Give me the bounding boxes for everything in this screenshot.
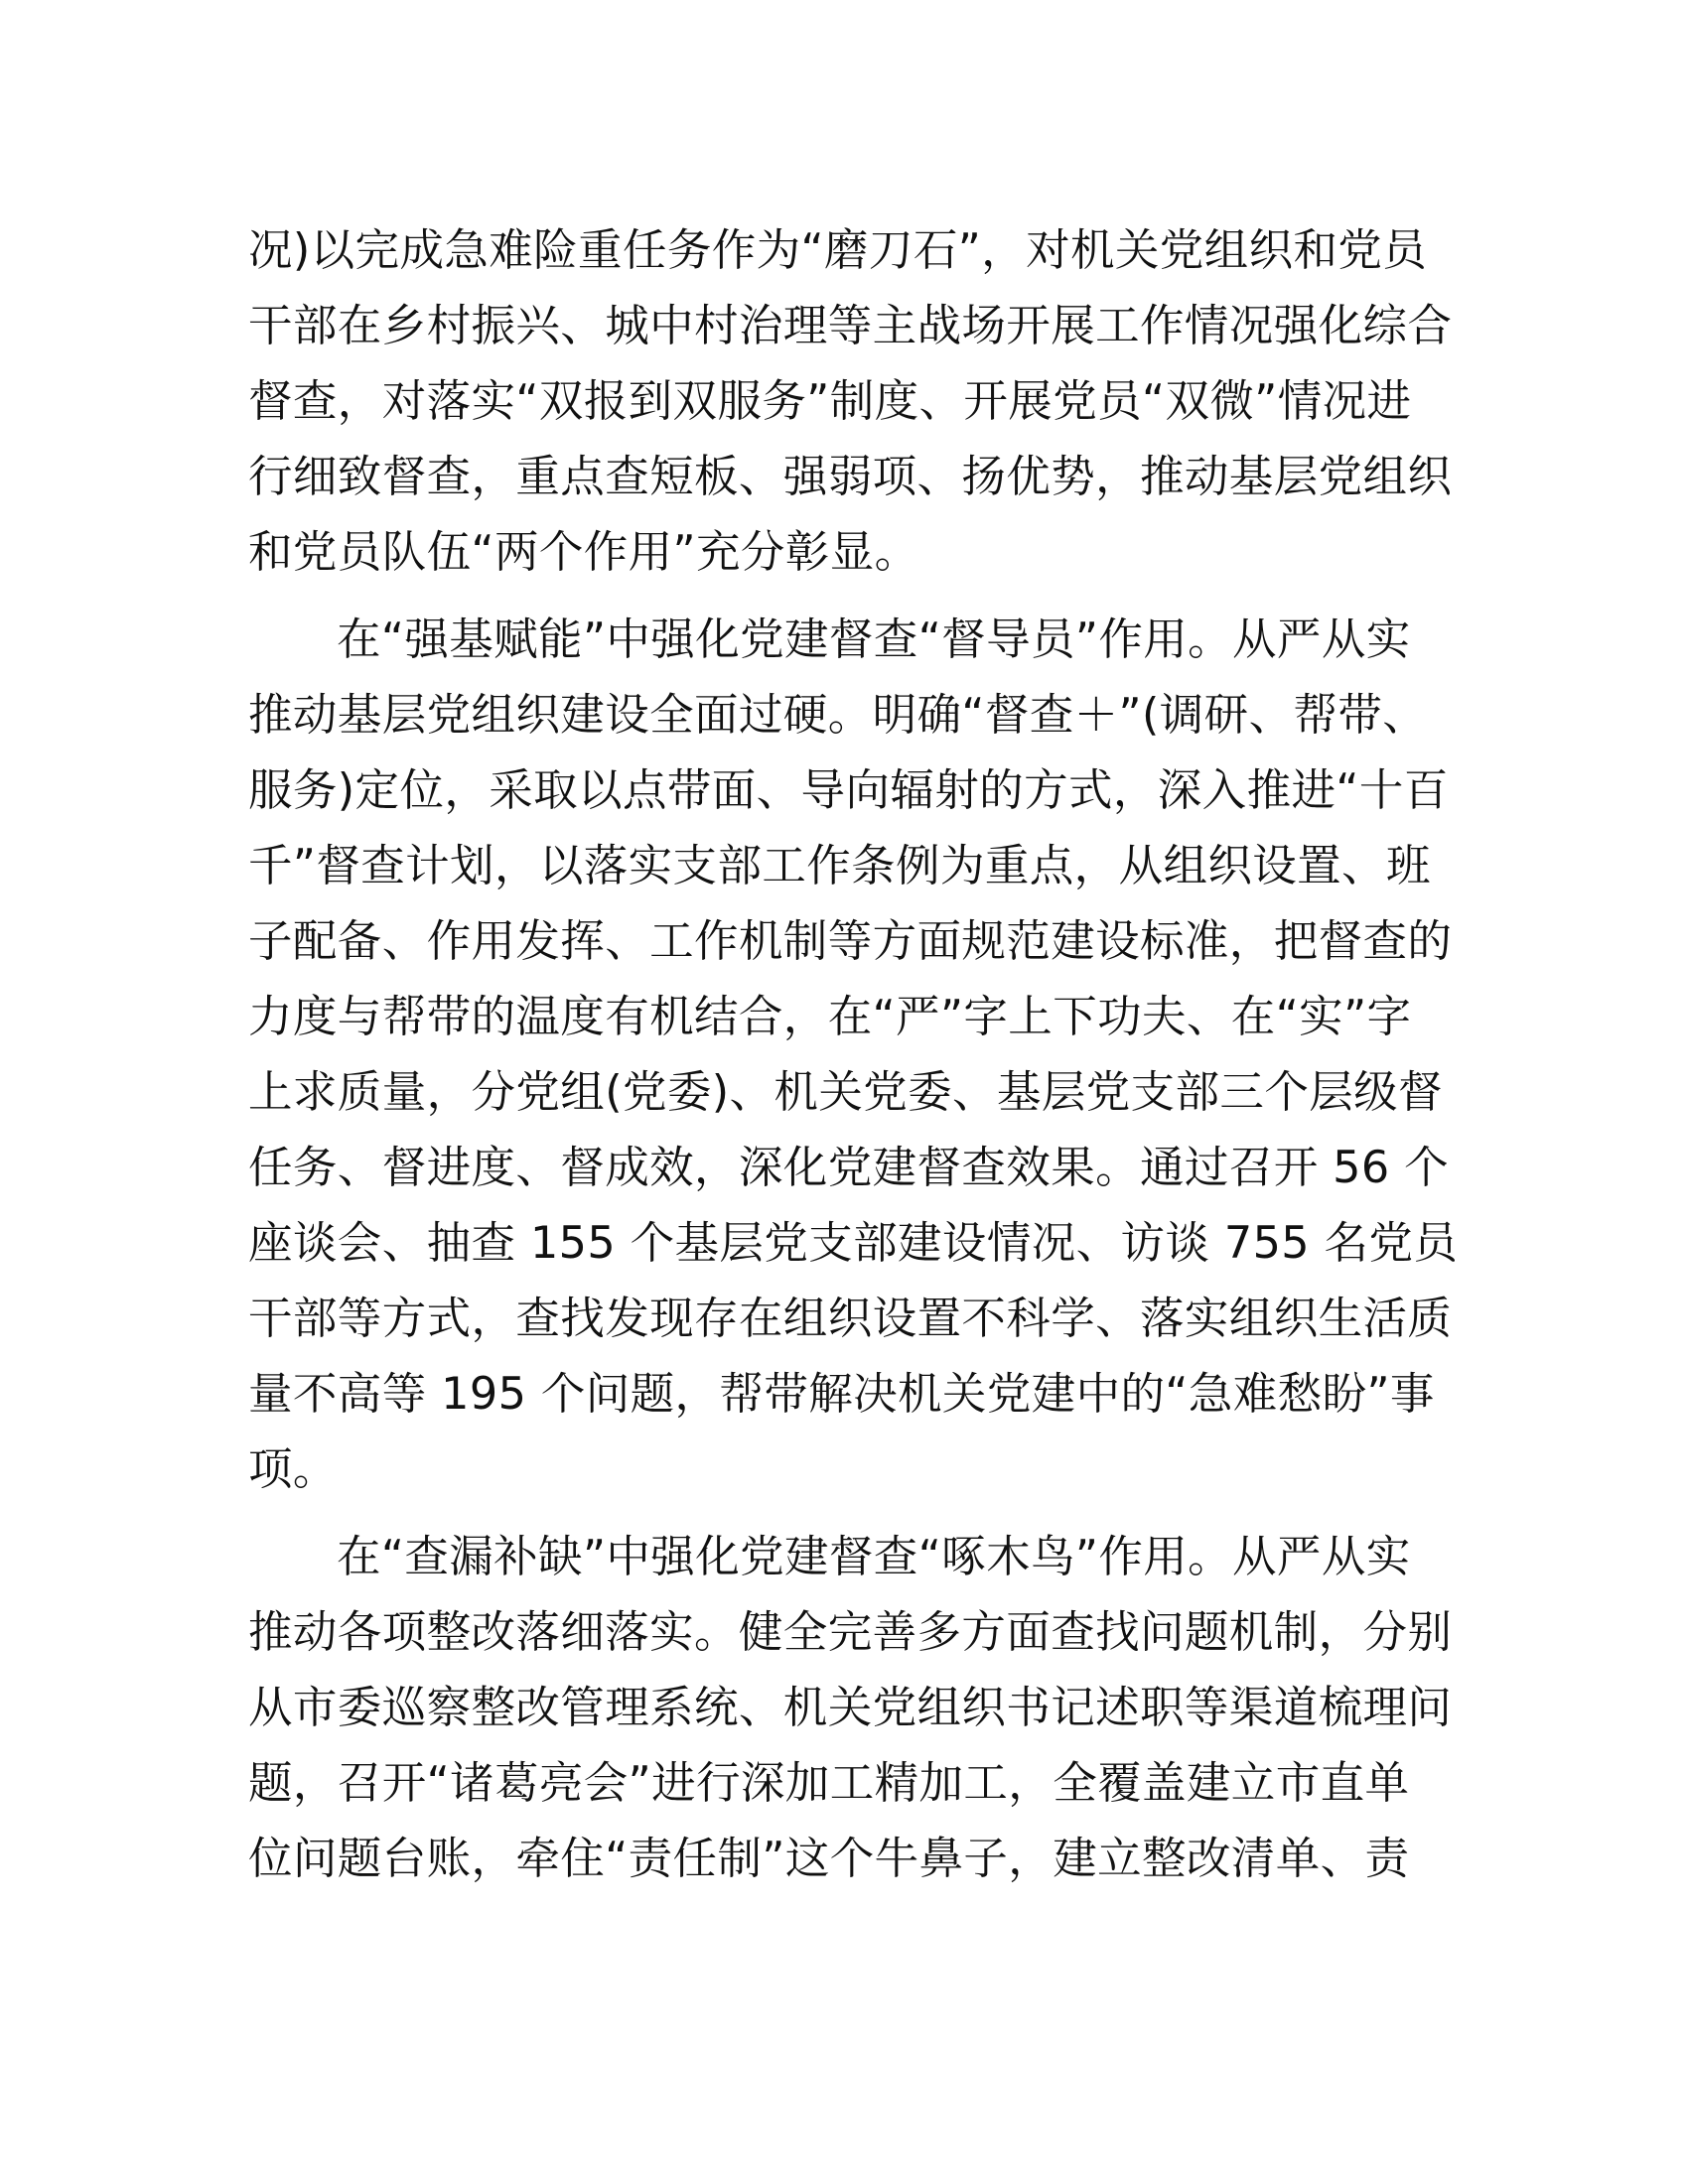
text-line: 行细致督查，重点查短板、强弱项、扬优势，推动基层党组织 (248, 452, 1453, 502)
text-line: 干部在乡村振兴、城中村治理等主战场开展工作情况强化综合 (248, 301, 1453, 351)
text-line: 督查，对落实“双报到双服务”制度、开展党员“双微”情况进 (248, 376, 1412, 427)
text-line: 任务、督进度、督成效，深化党建督查效果。通过召开 56 个 (248, 1143, 1450, 1193)
body-text (248, 213, 1459, 1897)
text-line: 推动各项整改落细落实。健全完善多方面查找问题机制，分别 (248, 1607, 1453, 1658)
paragraph (248, 603, 1459, 1508)
text-line: 项。 (248, 1444, 338, 1495)
paragraph (248, 213, 1453, 591)
text-line: 服务)定位，采取以点带面、导向辐射的方式，深入推进“十百 (248, 765, 1449, 816)
text-line: 子配备、作用发挥、工作机制等方面规范建设标准，把督查的 (248, 916, 1453, 967)
text-line: 干部等方式，查找发现存在组织设置不科学、落实组织生活质 (248, 1294, 1453, 1344)
text-line: 上求质量，分党组(党委)、机关党委、基层党支部三个层级督 (248, 1067, 1443, 1118)
text-line: 推动基层党组织建设全面过硬。明确“督查＋”(调研、帮带、 (248, 690, 1428, 741)
text-line: 位问题台账，牵住“责任制”这个牛鼻子，建立整改清单、责 (248, 1834, 1410, 1884)
text-line: 况)以完成急难险重任务作为“磨刀石”，对机关党组织和党员 (248, 225, 1428, 276)
text-line: 和党员队伍“两个作用”充分彰显。 (248, 527, 919, 578)
text-line: 从市委巡察整改管理系统、机关党组织书记述职等渠道梳理问 (248, 1683, 1453, 1733)
text-line: 在“查漏补缺”中强化党建督查“啄木鸟”作用。从严从实 (337, 1532, 1411, 1582)
text-line: 题，召开“诸葛亮会”进行深加工精加工，全覆盖建立市直单 (248, 1758, 1410, 1809)
text-line: 在“强基赋能”中强化党建督查“督导员”作用。从严从实 (337, 614, 1411, 665)
text-line: 千”督查计划，以落实支部工作条例为重点，从组织设置、班 (248, 841, 1431, 891)
text-line: 量不高等 195 个问题，帮带解决机关党建中的“急难愁盼”事 (248, 1369, 1435, 1420)
text-line: 力度与帮带的温度有机结合，在“严”字上下功夫、在“实”字 (248, 992, 1412, 1042)
paragraph (248, 1520, 1453, 1897)
text-line: 座谈会、抽查 155 个基层党支部建设情况、访谈 755 名党员 (248, 1218, 1459, 1269)
